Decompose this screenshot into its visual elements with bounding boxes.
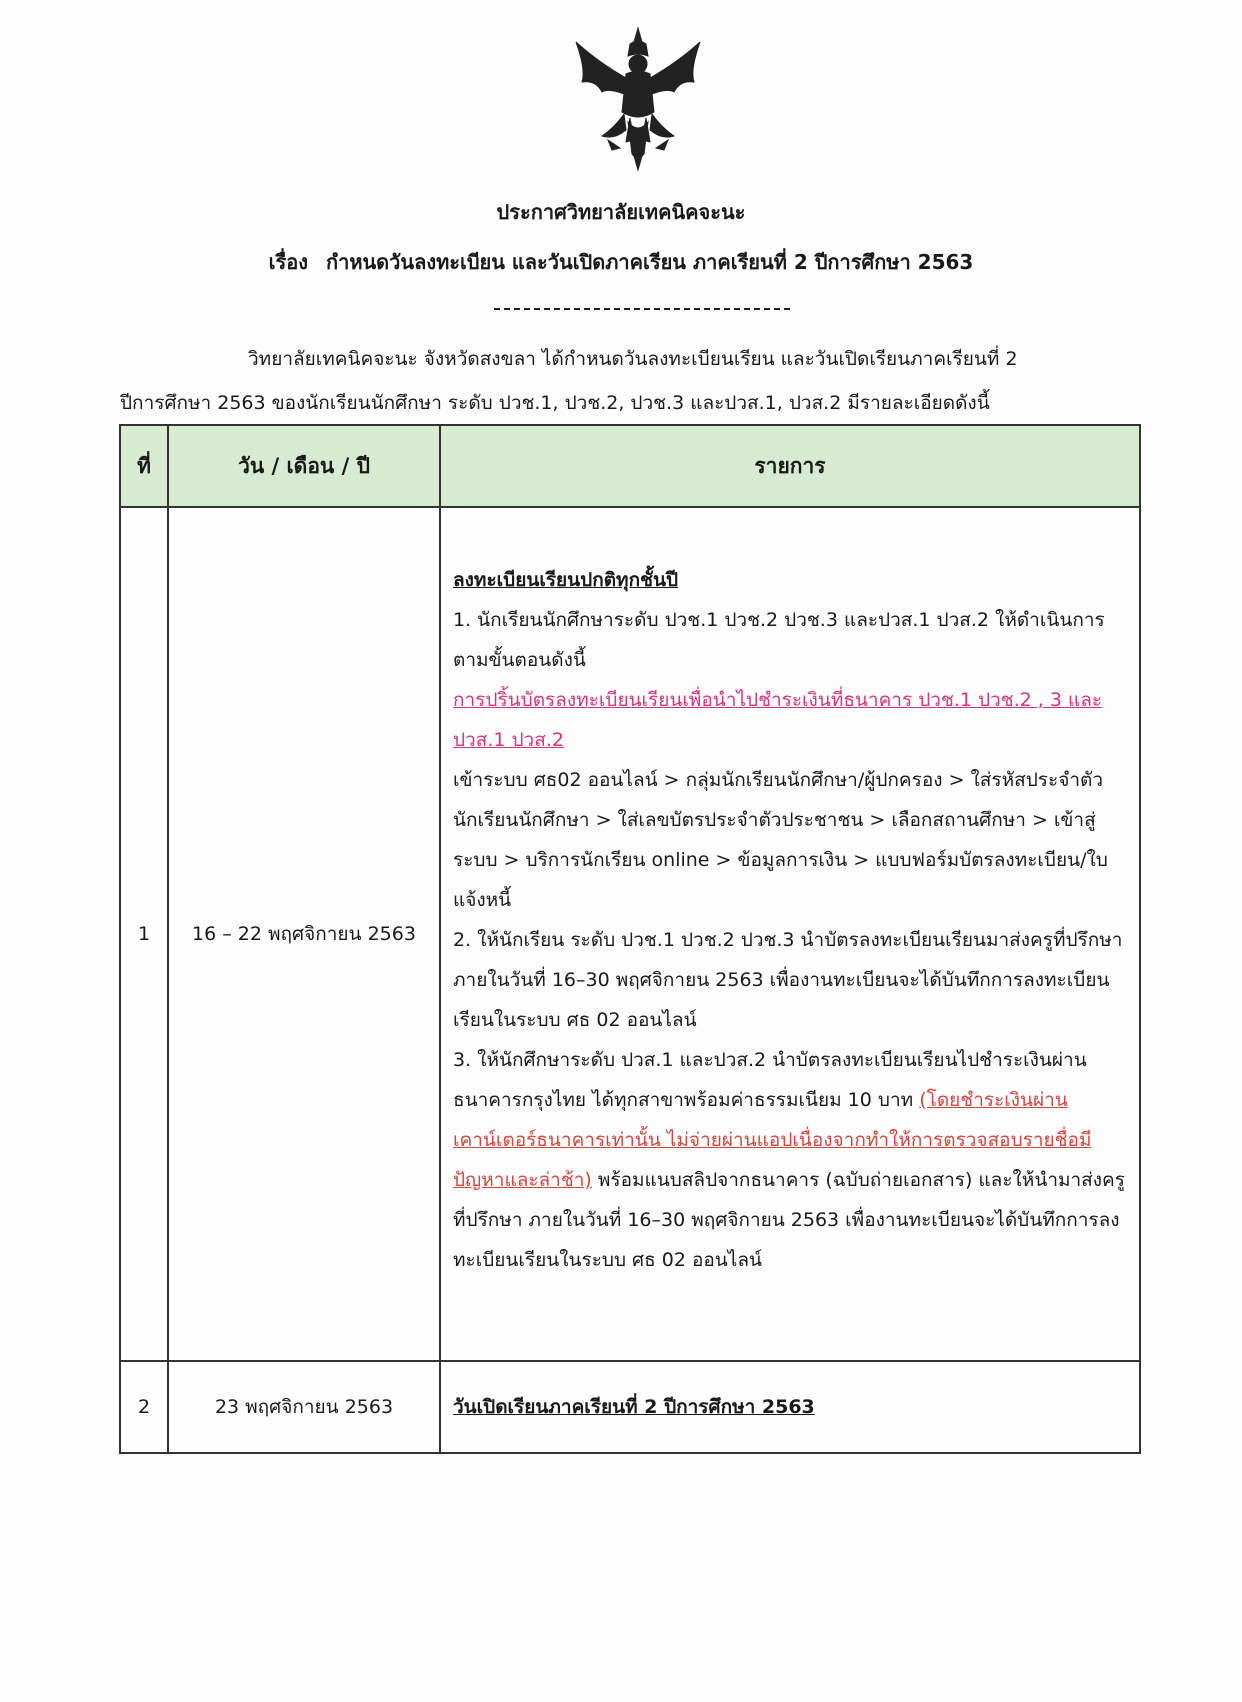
subject-label: เรื่อง [268,250,308,274]
row-details [440,507,1140,1361]
login-steps: เข้าระบบ ศธ02 ออนไลน์ > กลุ่มนักเรียนนักศึกษา/ผู้ปกครอง > ใส่รหัสประจำตัวนักเรียนนักศึกษา > ใส่เลขบัตรประจำตัวประชาชน > เลือกสถานศึกษา > เข้าสู่ระบบ > บริการนักเรียน online > ข้อมูลการเงิน > แบบฟอร์มบัตรลงทะเบียน/ใบแจ้งหนี้ [453,769,1108,911]
instruction-item-1: 1. นักเรียนนักศึกษาระดับ ปวช.1 ปวช.2 ปวช.3 และปวส.1 ปวส.2 ให้ดำเนินการตามขั้นตอนดังนี้ [453,609,1105,671]
row-date: 23 พฤศจิกายน 2563 [168,1361,440,1453]
garuda-emblem-icon [568,22,708,172]
item-3-text: 3. ให้นักศึกษาระดับ ปวส.1 และปวส.2 นำบัตรลงทะเบียนเรียนไปชำระเงินผ่านธนาคารกรุงไทย ได้ทุกสาขาพร้อมค่าธรรมเนียม 10 บาท [453,1049,1087,1111]
instruction-item-3 [453,1040,1127,1280]
instruction-item-2: 2. ให้นักเรียน ระดับ ปวช.1 ปวช.2 ปวช.3 นำบัตรลงทะเบียนเรียนมาส่งครูที่ปรึกษาภายในวันที่ 16–30 พฤศจิกายน 2563 เพื่องานทะเบียนจะได้บันทึกการลงทะเบียนเรียนในระบบ ศธ 02 ออนไลน์ [453,929,1123,1031]
schedule-table [119,424,1141,1454]
table-row [120,507,1140,1361]
item-3-continued: พร้อมแนบสลิปจากธนาคาร (ฉบับถ่ายเอกสาร) และให้นำมาส่งครูที่ปรึกษา ภายในวันที่ 16–30 พฤศจิกายน 2563 เพื่องานทะเบียนจะได้บันทึกการลงทะเบียนเรียนในระบบ ศธ 02 ออนไลน์ [453,1169,1125,1271]
header-number: ที่ [120,425,168,507]
print-card-heading: การปริ้นบัตรลงทะเบียนเรียนเพื่อนำไปชำระเงินที่ธนาคาร ปวช.1 ปวช.2 , 3 และ ปวส.1 ปวส.2 [453,689,1103,751]
announcement-subject [0,246,1242,278]
header-date: วัน / เดือน / ปี [168,425,440,507]
table-header-row [120,425,1140,507]
semester-open-title: วันเปิดเรียนภาคเรียนที่ 2 ปีการศึกษา 2563 [453,1396,815,1418]
payment-warning-note: (โดยชำระเงินผ่านเคาน์เตอร์ธนาคารเท่านั้น ไม่จ่ายผ่านแอปเนื่องจากทำให้การตรวจสอบรายชื่อมีปัญหาและล่าช้า) [453,1089,1092,1191]
row-date: 16 – 22 พฤศจิกายน 2563 [168,507,440,1361]
subject-text: กำหนดวันลงทะเบียน และวันเปิดภาคเรียน ภาคเรียนที่ 2 ปีการศึกษา 2563 [325,250,974,274]
announcement-title: ประกาศวิทยาลัยเทคนิคจะนะ [496,200,746,224]
registration-title: ลงทะเบียนเรียนปกติทุกชั้นปี [453,569,679,591]
row-number: 2 [120,1361,168,1453]
row-details [440,1361,1140,1453]
table-row [120,1361,1140,1453]
header-item: รายการ [440,425,1140,507]
row-number: 1 [120,507,168,1361]
dashed-divider [494,308,790,310]
intro-line-1: วิทยาลัยเทคนิคจะนะ จังหวัดสงขลา ได้กำหนดวันลงทะเบียนเรียน และวันเปิดเรียนภาคเรียนที่ 2 [248,348,1018,370]
intro-line-2: ปีการศึกษา 2563 ของนักเรียนนักศึกษา ระดับ ปวช.1, ปวช.2, ปวช.3 และปวส.1, ปวส.2 มีรายละเอียดดังนี้ [120,392,990,414]
